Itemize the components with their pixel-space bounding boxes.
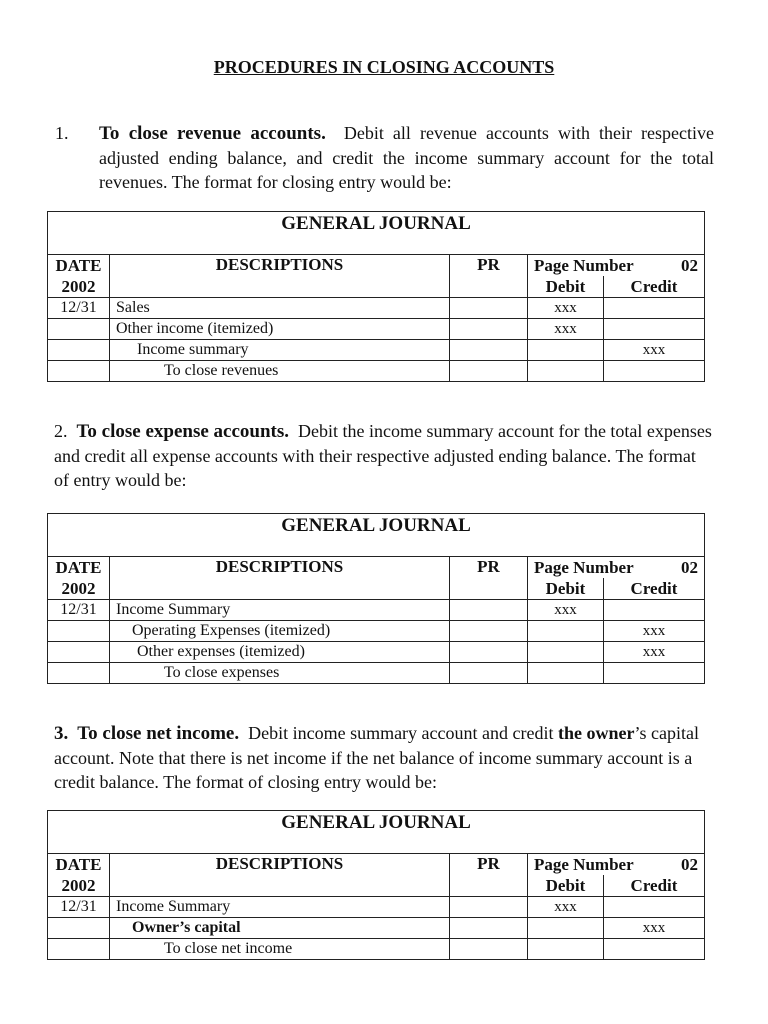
- page-number-header: Page Number 02: [528, 854, 705, 876]
- description-cell: Income Summary: [110, 600, 450, 621]
- section-heading: To close revenue accounts.: [99, 123, 326, 144]
- description-cell: Operating Expenses (itemized): [110, 621, 450, 642]
- section-text-continued: ’s capital account. Note that there is net income if the net balance of income summary account is a credit balance. The format of closing entry would be:: [54, 723, 699, 792]
- debit-cell: [528, 621, 604, 642]
- credit-header: Credit: [604, 276, 705, 298]
- description-cell: Other expenses (itemized): [110, 642, 450, 663]
- credit-header: Credit: [604, 578, 705, 600]
- description-cell: Sales: [110, 298, 450, 319]
- date-cell: [48, 663, 110, 684]
- description-cell: Owner’s capital: [110, 918, 450, 939]
- credit-cell: xxx: [604, 918, 705, 939]
- date-cell: [48, 918, 110, 939]
- general-journal-table: [47, 513, 705, 684]
- date-cell: [48, 642, 110, 663]
- credit-cell: xxx: [604, 621, 705, 642]
- debit-header: Debit: [528, 875, 604, 897]
- date-header: DATE 2002: [48, 255, 110, 298]
- table-row: [48, 298, 705, 319]
- descriptions-header: DESCRIPTIONS: [110, 854, 450, 897]
- pr-cell: [450, 600, 528, 621]
- description-cell: Income summary: [110, 340, 450, 361]
- journal-title: GENERAL JOURNAL: [48, 212, 705, 255]
- table-row: [48, 897, 705, 918]
- credit-header: Credit: [604, 875, 705, 897]
- section-text: Debit all revenue accounts with their respective adjusted ending balance, and credit the income summary account for the total revenues. The format for closing entry would be:: [99, 123, 714, 192]
- debit-cell: xxx: [528, 897, 604, 918]
- page-number-header: Page Number 02: [528, 557, 705, 579]
- date-cell: [48, 319, 110, 340]
- pr-cell: [450, 361, 528, 382]
- description-cell: Other income (itemized): [110, 319, 450, 340]
- date-cell: [48, 361, 110, 382]
- date-cell: 12/31: [48, 600, 110, 621]
- credit-cell: xxx: [604, 340, 705, 361]
- pr-cell: [450, 918, 528, 939]
- credit-cell: [604, 663, 705, 684]
- descriptions-header: DESCRIPTIONS: [110, 255, 450, 298]
- description-cell: To close revenues: [110, 361, 450, 382]
- journal-title: GENERAL JOURNAL: [48, 514, 705, 557]
- date-cell: [48, 340, 110, 361]
- pr-cell: [450, 642, 528, 663]
- section-text: Debit income summary account and credit: [248, 723, 558, 743]
- section-heading: To close net income.: [77, 723, 240, 744]
- description-cell: Income Summary: [110, 897, 450, 918]
- general-journal-table: [47, 810, 705, 960]
- section-paragraph: [54, 721, 714, 794]
- credit-cell: [604, 361, 705, 382]
- debit-cell: xxx: [528, 600, 604, 621]
- debit-header: Debit: [528, 578, 604, 600]
- section-number: 1.: [55, 123, 69, 143]
- credit-cell: [604, 897, 705, 918]
- section-paragraph: [54, 419, 714, 492]
- debit-header: Debit: [528, 276, 604, 298]
- debit-cell: xxx: [528, 298, 604, 319]
- credit-cell: xxx: [604, 642, 705, 663]
- pr-header: PR: [450, 255, 528, 298]
- owner-text: the owner: [558, 723, 635, 743]
- section-paragraph: [99, 121, 714, 194]
- descriptions-header: DESCRIPTIONS: [110, 557, 450, 600]
- table-row: [48, 642, 705, 663]
- table-row: [48, 361, 705, 382]
- section-number: 3.: [54, 723, 69, 744]
- pr-header: PR: [450, 854, 528, 897]
- section-heading: To close expense accounts.: [76, 421, 290, 442]
- date-cell: 12/31: [48, 298, 110, 319]
- debit-cell: xxx: [528, 319, 604, 340]
- journal-title: GENERAL JOURNAL: [48, 811, 705, 854]
- pr-cell: [450, 897, 528, 918]
- debit-cell: [528, 340, 604, 361]
- pr-cell: [450, 621, 528, 642]
- credit-cell: [604, 600, 705, 621]
- pr-cell: [450, 298, 528, 319]
- date-cell: 12/31: [48, 897, 110, 918]
- date-header: DATE 2002: [48, 854, 110, 897]
- pr-cell: [450, 939, 528, 960]
- table-row: [48, 600, 705, 621]
- table-row: [48, 939, 705, 960]
- page-title: PROCEDURES IN CLOSING ACCOUNTS: [213, 57, 555, 77]
- table-row: [48, 319, 705, 340]
- date-cell: [48, 939, 110, 960]
- pr-header: PR: [450, 557, 528, 600]
- credit-cell: [604, 298, 705, 319]
- pr-cell: [450, 663, 528, 684]
- table-row: [48, 663, 705, 684]
- pr-cell: [450, 340, 528, 361]
- date-cell: [48, 621, 110, 642]
- page-number-header: Page Number 02: [528, 255, 705, 277]
- debit-cell: [528, 361, 604, 382]
- section-number: 2.: [54, 421, 68, 441]
- debit-cell: [528, 642, 604, 663]
- debit-cell: [528, 918, 604, 939]
- credit-cell: [604, 939, 705, 960]
- date-header: DATE 2002: [48, 557, 110, 600]
- description-cell: To close expenses: [110, 663, 450, 684]
- pr-cell: [450, 319, 528, 340]
- table-row: [48, 340, 705, 361]
- general-journal-table: [47, 211, 705, 382]
- section-text: Debit the income summary account for the total expenses and credit all expense accounts with their respective adjusted ending balance. The format of entry would be:: [54, 421, 712, 490]
- debit-cell: [528, 663, 604, 684]
- credit-cell: [604, 319, 705, 340]
- debit-cell: [528, 939, 604, 960]
- description-cell: To close net income: [110, 939, 450, 960]
- table-row: [48, 621, 705, 642]
- table-row: [48, 918, 705, 939]
